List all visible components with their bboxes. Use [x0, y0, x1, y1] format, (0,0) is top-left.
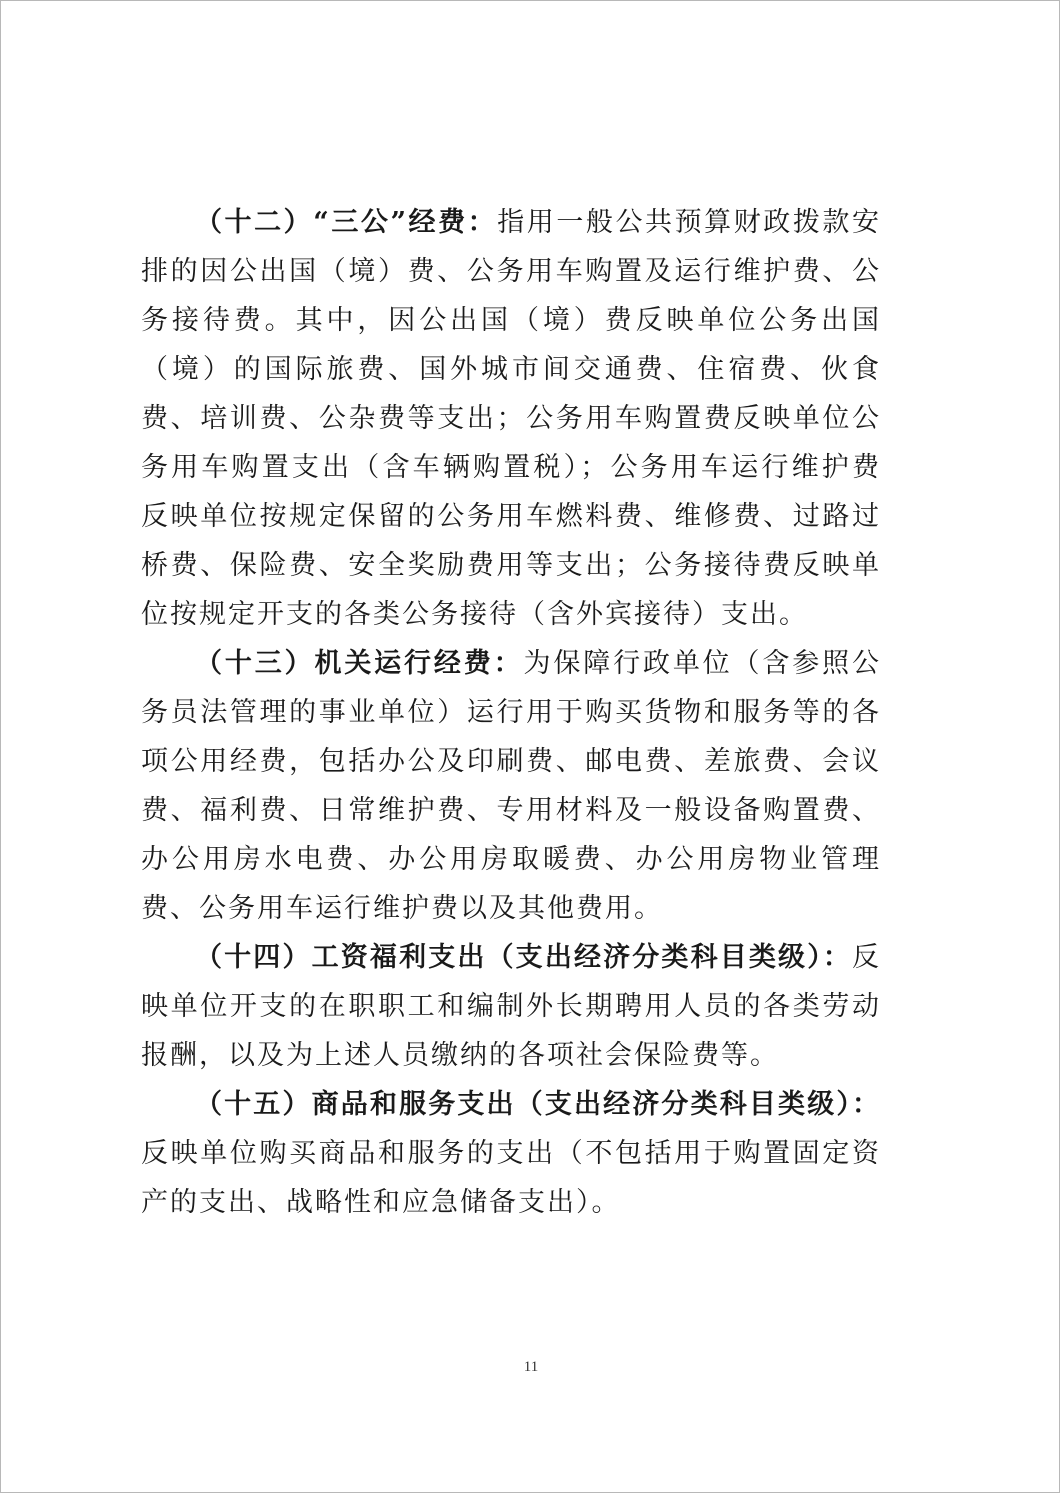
paragraph-text: 反映单位开支的在职职工和编制外长期聘用人员的各类劳动报酬，以及为上述人员缴纳的各项社会保险费等。 [141, 942, 881, 1071]
paragraph-goods-services [141, 1080, 881, 1227]
paragraph-agency-operating-expenses [141, 639, 881, 933]
paragraph-heading: （十五）商品和服务支出（支出经济分类科目类级）： [195, 1089, 881, 1120]
paragraph-text: 反映单位购买商品和服务的支出（不包括用于购置固定资产的支出、战略性和应急储备支出）。 [141, 1138, 881, 1218]
page-body [141, 198, 881, 1227]
paragraph-heading: （十二）“三公”经费： [195, 207, 498, 238]
page-number: 11 [523, 1359, 539, 1375]
paragraph-text: 指用一般公共预算财政拨款安排的因公出国（境）费、公务用车购置及运行维护费、公务接待费。其中，因公出国（境）费反映单位公务出国（境）的国际旅费、国外城市间交通费、住宿费、伙食费、培训费、公杂费等支出；公务用车购置费反映单位公务用车购置支出（含车辆购置税）；公务用车运行维护费反映单位按规定保留的公务用车燃料费、维修费、过路过桥费、保险费、安全奖励费用等支出；公务接待费反映单位按规定开支的各类公务接待（含外宾接待）支出。 [141, 207, 881, 630]
paragraph-text: 为保障行政单位（含参照公务员法管理的事业单位）运行用于购买货物和服务等的各项公用经费，包括办公及印刷费、邮电费、差旅费、会议费、福利费、日常维护费、专用材料及一般设备购置费、办公用房水电费、办公用房取暖费、办公用房物业管理费、公务用车运行维护费以及其他费用。 [141, 648, 881, 924]
paragraph-heading: （十四）工资福利支出（支出经济分类科目类级）： [195, 942, 852, 973]
paragraph-san-gong-expenses [141, 198, 881, 639]
paragraph-wages-welfare [141, 933, 881, 1080]
paragraph-heading: （十三）机关运行经费： [195, 648, 524, 679]
